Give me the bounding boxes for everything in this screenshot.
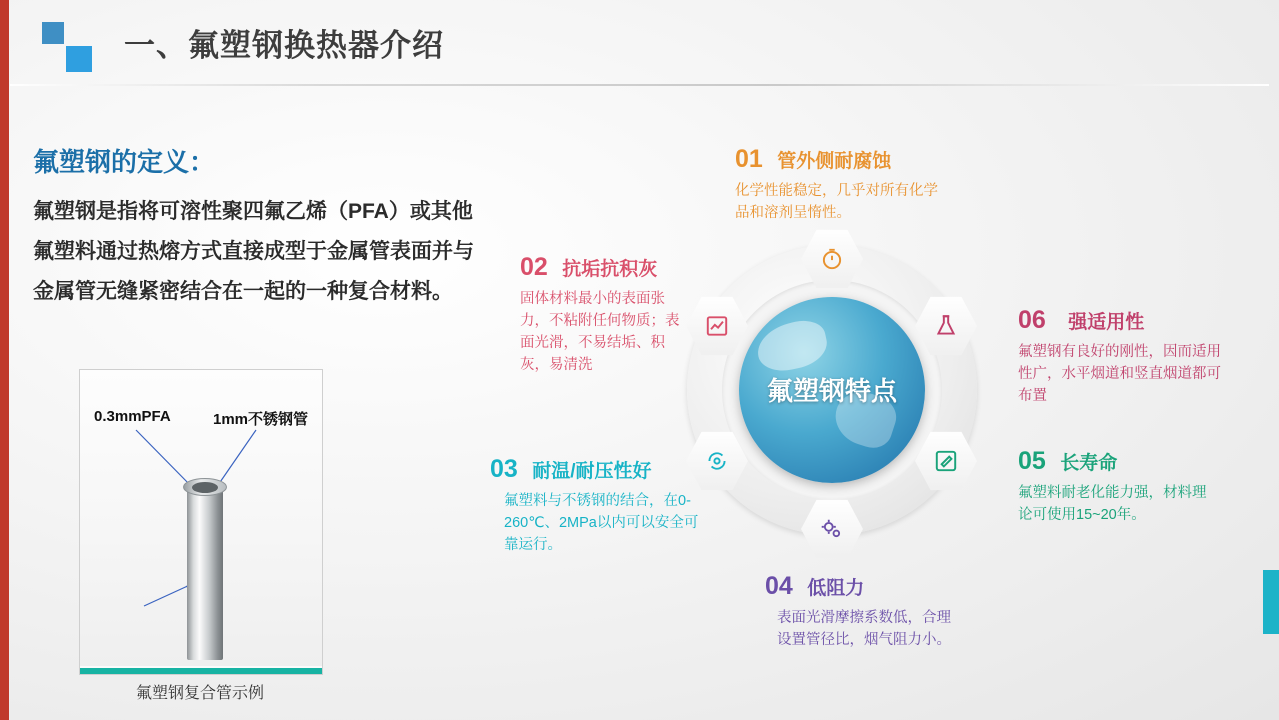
feature-title: 管外侧耐腐蚀 xyxy=(777,151,892,172)
feature-desc: 化学性能稳定，几乎对所有化学品和溶剂呈惰性。 xyxy=(735,183,938,221)
feature-item-03 xyxy=(490,455,705,556)
definition-heading: 氟塑钢的定义： xyxy=(33,147,216,177)
feature-number: 05 xyxy=(1018,447,1046,475)
feature-title: 强适用性 xyxy=(1068,312,1145,333)
feature-number: 02 xyxy=(520,253,548,281)
page-title: 一、氟塑钢换热器介绍 xyxy=(124,28,444,63)
photo-background xyxy=(80,370,322,666)
center-label: 氟塑钢特点 xyxy=(766,376,897,406)
feature-title: 低阻力 xyxy=(807,578,865,599)
center-globe xyxy=(739,297,925,483)
feature-desc: 固体材料最小的表面张力，不粘附任何物质；表面光滑，不易结垢、积灰，易清洗 xyxy=(520,291,680,373)
feature-title: 抗垢抗积灰 xyxy=(562,259,658,280)
photo-label-pfa: 0.3mmPFA xyxy=(94,408,171,425)
feature-number: 03 xyxy=(490,455,518,483)
pipe-body xyxy=(187,486,223,660)
feature-item-06 xyxy=(1018,306,1238,407)
sample-photo xyxy=(79,369,323,675)
feature-item-05 xyxy=(1018,447,1233,526)
feature-title: 耐温/耐压性好 xyxy=(532,461,652,482)
feature-title: 长寿命 xyxy=(1060,453,1118,474)
header-divider xyxy=(10,84,1269,86)
features-diagram xyxy=(490,110,1270,710)
feature-desc: 氟塑钢有良好的刚性，因而适用性广，水平烟道和竖直烟道都可布置 xyxy=(1018,344,1221,404)
definition-body: 氟塑钢是指将可溶性聚四氟乙烯（PFA）或其他氟塑料通过热熔方式直接成型于金属管表面并与金属管无缝紧密结合在一起的一种复合材料。 xyxy=(33,200,474,303)
feature-item-01 xyxy=(735,145,995,224)
feature-item-02 xyxy=(520,253,720,376)
photo-label-steel: 1mm不锈钢管 xyxy=(213,411,309,428)
feature-desc: 表面光滑摩擦系数低，合理设置管径比，烟气阻力小。 xyxy=(777,610,951,648)
feature-desc: 氟塑料与不锈钢的结合，在0-260℃、2MPa以内可以安全可靠运行。 xyxy=(504,493,699,553)
feature-number: 04 xyxy=(765,572,793,600)
feature-item-04 xyxy=(765,572,980,651)
feature-desc: 氟塑料耐老化能力强，材料理论可使用15~20年。 xyxy=(1018,485,1207,523)
logo-square-top xyxy=(42,22,64,44)
pipe-bore xyxy=(192,482,218,493)
header-logo-squares xyxy=(42,22,102,68)
logo-square-bottom xyxy=(66,46,92,72)
feature-number: 01 xyxy=(735,145,763,173)
left-red-bar xyxy=(0,0,9,720)
photo-caption: 氟塑钢复合管示例 xyxy=(135,685,264,702)
photo-accent-line xyxy=(80,668,322,674)
feature-number: 06 xyxy=(1018,306,1046,334)
